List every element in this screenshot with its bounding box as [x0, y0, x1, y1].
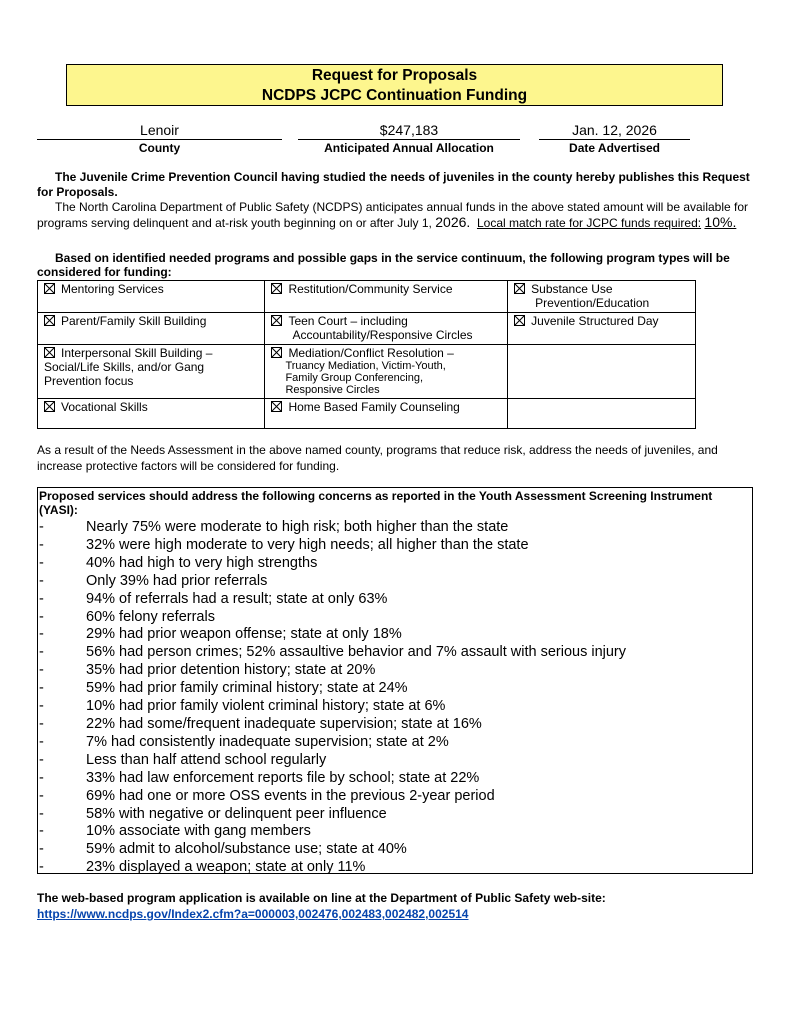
title-box — [66, 64, 723, 106]
program-cell-empty — [508, 399, 696, 429]
program-label: Restitution/Community Service — [288, 282, 453, 296]
date-field — [539, 122, 690, 156]
list-item — [39, 537, 752, 555]
title-line-1: Request for Proposals — [311, 67, 478, 84]
intro-paragraph-1: The Juvenile Crime Prevention Council having studied the needs of juveniles in the county hereby publishes this Request for Proposals. — [37, 170, 750, 199]
program-cell — [265, 313, 508, 345]
dash-bullet: - — [39, 536, 44, 553]
program-label: Mentoring Services — [61, 282, 164, 296]
dash-bullet: - — [39, 715, 44, 732]
checked-box-icon — [514, 283, 525, 294]
allocation-label: Anticipated Annual Allocation — [324, 141, 494, 155]
footer-text: The web-based program application is available on line at the Department of Public Safety web-site: — [37, 891, 606, 905]
program-sublabel: Truancy Mediation, Victim-Youth, — [285, 360, 446, 372]
concern-text: 58% with negative or delinquent peer influence — [86, 805, 387, 822]
yasi-concerns-box — [37, 487, 753, 874]
list-item — [39, 626, 752, 644]
program-cell-empty — [508, 345, 696, 399]
list-item — [39, 609, 752, 627]
dash-bullet: - — [39, 572, 44, 589]
footer — [37, 890, 606, 922]
program-cell — [38, 281, 265, 313]
match-rate-label: Local match rate for JCPC funds required: — [476, 216, 702, 230]
concern-text: 22% had some/frequent inadequate supervision; state at 16% — [86, 715, 482, 732]
concern-text: 33% had law enforcement reports file by school; state at 22% — [86, 769, 480, 786]
program-cell — [38, 399, 265, 429]
concerns-heading: Proposed services should address the following concerns as reported in the Youth Assessment Screening Instrument (YASI): — [39, 489, 713, 517]
allocation-value: $247,183 — [298, 122, 520, 140]
dash-bullet: - — [39, 608, 44, 625]
dash-bullet: - — [39, 823, 44, 840]
dash-bullet: - — [39, 554, 44, 571]
table-row — [38, 313, 696, 345]
program-cell — [38, 313, 265, 345]
title-line-2: NCDPS JCPC Continuation Funding — [261, 87, 528, 104]
list-item — [39, 644, 752, 662]
checked-box-icon — [44, 401, 55, 412]
intro-paragraph-3: Based on identified needed programs and possible gaps in the service continuum, the following program types will be considered for funding: — [37, 251, 730, 279]
application-link[interactable]: https://www.ncdps.gov/Index2.cfm?a=000003,002476,002483,002482,002514 — [37, 907, 469, 921]
list-item — [39, 591, 752, 609]
concern-text: 7% had consistently inadequate supervision; state at 2% — [86, 733, 449, 750]
dash-bullet: - — [39, 626, 44, 643]
list-item — [39, 859, 752, 877]
concern-text: 59% admit to alcohol/substance use; state at 40% — [86, 841, 407, 858]
program-label: Prevention focus — [44, 374, 134, 388]
dash-bullet: - — [39, 662, 44, 679]
concern-text: Nearly 75% were moderate to high risk; both higher than the state — [86, 519, 509, 535]
program-label: Juvenile Structured Day — [531, 314, 659, 328]
concern-text: 23% displayed a weapon; state at only 11% — [86, 859, 366, 876]
table-row — [38, 281, 696, 313]
intro-year: 2026. — [435, 214, 471, 230]
allocation-field — [298, 122, 520, 156]
concern-text: 32% were high moderate to very high needs; all higher than the state — [86, 536, 529, 553]
dash-bullet: - — [39, 751, 44, 768]
program-label: Substance Use — [531, 282, 613, 296]
dash-bullet: - — [39, 519, 44, 535]
checked-box-icon — [271, 401, 282, 412]
list-item — [39, 770, 752, 788]
program-label: Teen Court – including — [288, 314, 408, 328]
concern-text: 10% associate with gang members — [86, 823, 311, 840]
checked-box-icon — [44, 347, 55, 358]
list-item — [39, 573, 752, 591]
program-label: Interpersonal Skill Building – — [61, 346, 213, 360]
program-sublabel: Responsive Circles — [285, 384, 380, 396]
dash-bullet: - — [39, 841, 44, 858]
match-rate-value: 10%. — [704, 214, 737, 230]
needs-statement: As a result of the Needs Assessment in the above named county, programs that reduce risk, address the needs of juveniles, and increase protective factors will be considered for funding. — [37, 443, 718, 473]
intro-funding-text: The North Carolina Department of Public Safety (NCDPS) anticipates annual funds in the above stated amount will be available for programs serving delinquent and at-risk youth beginning on or after July 1, — [37, 200, 749, 230]
concern-text: 10% had prior family violent criminal history; state at 6% — [86, 698, 446, 715]
checked-box-icon — [44, 315, 55, 326]
program-sublabel: Family Group Conferencing, — [285, 372, 423, 384]
county-label: County — [138, 141, 181, 155]
concern-text: 69% had one or more OSS events in the previous 2-year period — [86, 787, 495, 804]
dash-bullet: - — [39, 859, 44, 876]
list-item — [39, 734, 752, 752]
program-label: Social/Life Skills, and/or Gang — [44, 360, 205, 374]
program-cell — [508, 313, 696, 345]
county-field — [37, 122, 282, 156]
dash-bullet: - — [39, 769, 44, 786]
dash-bullet: - — [39, 698, 44, 715]
list-item — [39, 752, 752, 770]
checked-box-icon — [271, 315, 282, 326]
dash-bullet: - — [39, 733, 44, 750]
list-item — [39, 555, 752, 573]
concern-text: 40% had high to very high strengths — [86, 554, 318, 571]
list-item — [39, 788, 752, 806]
concerns-list — [39, 519, 752, 877]
concern-text: 35% had prior detention history; state at 20% — [86, 662, 376, 679]
program-cell — [508, 281, 696, 313]
concern-text: 60% felony referrals — [86, 608, 215, 625]
dash-bullet: - — [39, 590, 44, 607]
checked-box-icon — [514, 315, 525, 326]
table-row — [38, 345, 696, 399]
list-item — [39, 698, 752, 716]
list-item — [39, 662, 752, 680]
list-item — [39, 806, 752, 824]
program-label: Parent/Family Skill Building — [61, 314, 207, 328]
list-item — [39, 519, 752, 537]
program-label: Accountability/Responsive Circles — [292, 328, 473, 342]
program-cell — [265, 281, 508, 313]
checked-box-icon — [44, 283, 55, 294]
list-item — [39, 841, 752, 859]
dash-bullet: - — [39, 787, 44, 804]
checked-box-icon — [271, 283, 282, 294]
concern-text: 29% had prior weapon offense; state at only 18% — [86, 626, 402, 643]
concern-text: 94% of referrals had a result; state at only 63% — [86, 590, 388, 607]
date-value: Jan. 12, 2026 — [539, 122, 690, 140]
dash-bullet: - — [39, 644, 44, 661]
program-cell — [265, 345, 508, 399]
concern-text: 56% had person crimes; 52% assaultive behavior and 7% assault with serious injury — [86, 644, 627, 661]
concern-text: 59% had prior family criminal history; state at 24% — [86, 680, 408, 697]
list-item — [39, 680, 752, 698]
concern-text: Less than half attend school regularly — [86, 751, 327, 768]
program-cell — [38, 345, 265, 399]
program-label: Home Based Family Counseling — [288, 400, 460, 414]
county-value: Lenoir — [37, 122, 282, 140]
table-row — [38, 399, 696, 429]
dash-bullet: - — [39, 805, 44, 822]
program-label: Mediation/Conflict Resolution – — [288, 346, 454, 360]
program-types-table — [37, 280, 696, 429]
list-item — [39, 716, 752, 734]
program-label: Vocational Skills — [61, 400, 148, 414]
date-label: Date Advertised — [569, 141, 660, 155]
program-label: Prevention/Education — [535, 296, 650, 310]
list-item — [39, 823, 752, 841]
concern-text: Only 39% had prior referrals — [86, 572, 268, 589]
dash-bullet: - — [39, 680, 44, 697]
program-cell — [265, 399, 508, 429]
checked-box-icon — [271, 347, 282, 358]
intro-paragraph-2 — [37, 200, 753, 231]
